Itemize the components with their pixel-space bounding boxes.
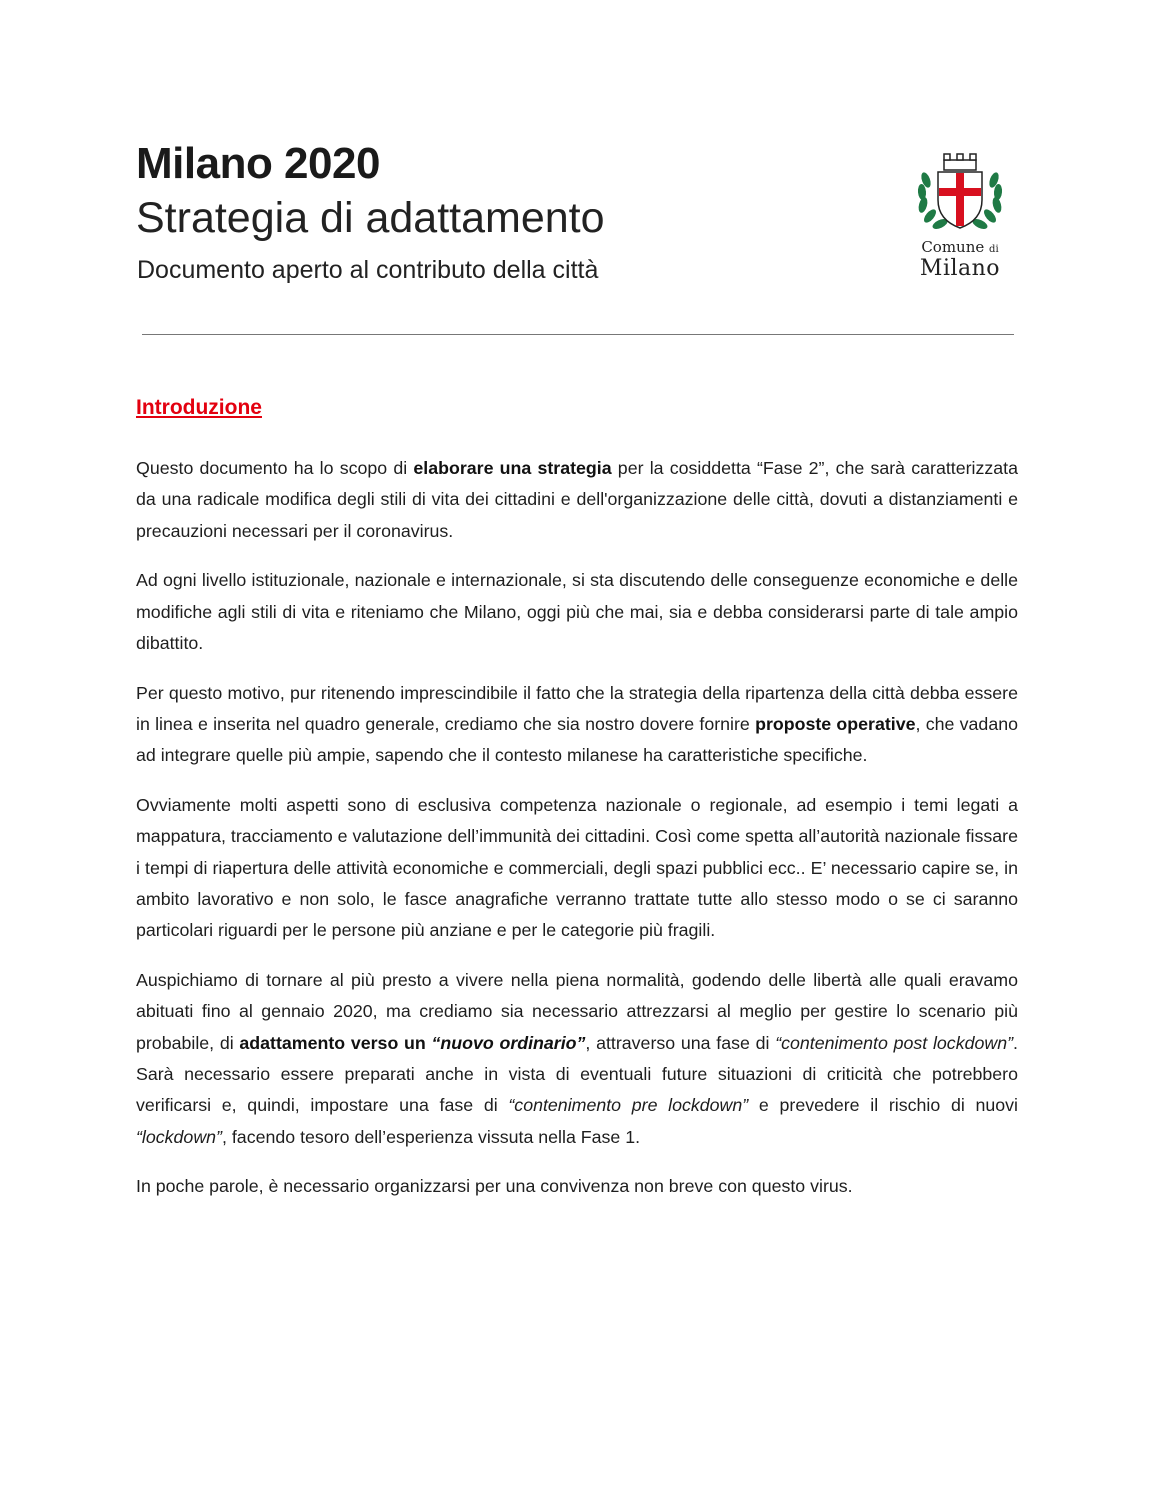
paragraph-2: Ad ogni livello istituzionale, nazionale e internazionale, si sta discutendo delle conseguenze economiche e delle modifiche agli stili di vita e riteniamo che Milano, oggi più che mai, sia e debba considerarsi parte di tale ampio dibattito. bbox=[136, 570, 1018, 653]
paragraph-3: Per questo motivo, pur ritenendo imprescindibile il fatto che la strategia della ripartenza della città debba essere in linea e inserita nel quadro generale, crediamo che sia nostro dovere fornire proposte operative, che vadano ad integrare quelle più ampie, sapendo che il contesto milanese ha caratteristiche specifiche. bbox=[136, 682, 1018, 766]
paragraph-5: Auspichiamo di tornare al più presto a vivere nella piena normalità, godendo delle libertà alle quali eravamo abituati fino al gennaio 2020, ma crediamo sia necessario attrezzarsi al meglio per gestire lo scenario più probabile, di adattamento verso un “nuovo ordinario”, attraverso una fase di “contenimento post lockdown”. Sarà necessario essere preparati anche in vista di eventuali future situazioni di criticità che potrebbero verificarsi e, quindi, impostare una fase di “contenimento pre lockdown” e prevedere il rischio di nuovi “lockdown”, facendo tesoro dell’esperienza vissuta nella Fase 1. bbox=[136, 970, 1018, 1147]
document-subtitle: Strategia di adattamento bbox=[136, 194, 605, 242]
paragraph-6: In poche parole, è necessario organizzarsi per una convivenza non breve con questo virus. bbox=[136, 1176, 853, 1197]
document-tagline: Documento aperto al contributo della città bbox=[137, 256, 599, 284]
header-divider bbox=[142, 334, 1014, 335]
coat-of-arms-icon bbox=[912, 150, 1008, 236]
document-title: Milano 2020 bbox=[136, 139, 380, 188]
section-heading: Introduzione bbox=[136, 396, 262, 419]
comune-di-milano-logo bbox=[912, 150, 1012, 286]
logo-text-milano: Milano bbox=[919, 256, 1001, 281]
paragraph-1: Questo documento ha lo scopo di elaborare una strategia per la cosiddetta “Fase 2”, che sarà caratterizzata da una radicale modifica degli stili di vita dei cittadini e dell'organizzazione delle città, dovuti a distanziamenti e precauzioni necessari per il coronavirus. bbox=[136, 458, 1018, 541]
document-body bbox=[136, 453, 1018, 1221]
paragraph-4: Ovviamente molti aspetti sono di esclusiva competenza nazionale o regionale, ad esempio i temi legati a mappatura, tracciamento e valutazione dell’immunità dei cittadini. Così come spetta all’autorità nazionale fissare i tempi di riapertura delle attività economiche e commerciali, degli spazi pubblici ecc.. E’ necessario capire se, in ambito lavorativo e non solo, le fasce anagrafiche verranno trattate tutte allo stesso modo o se ci saranno particolari riguardi per le persone più anziane e per le categorie più fragili. bbox=[136, 795, 1018, 941]
logo-text-comune: Comune di bbox=[921, 238, 999, 256]
